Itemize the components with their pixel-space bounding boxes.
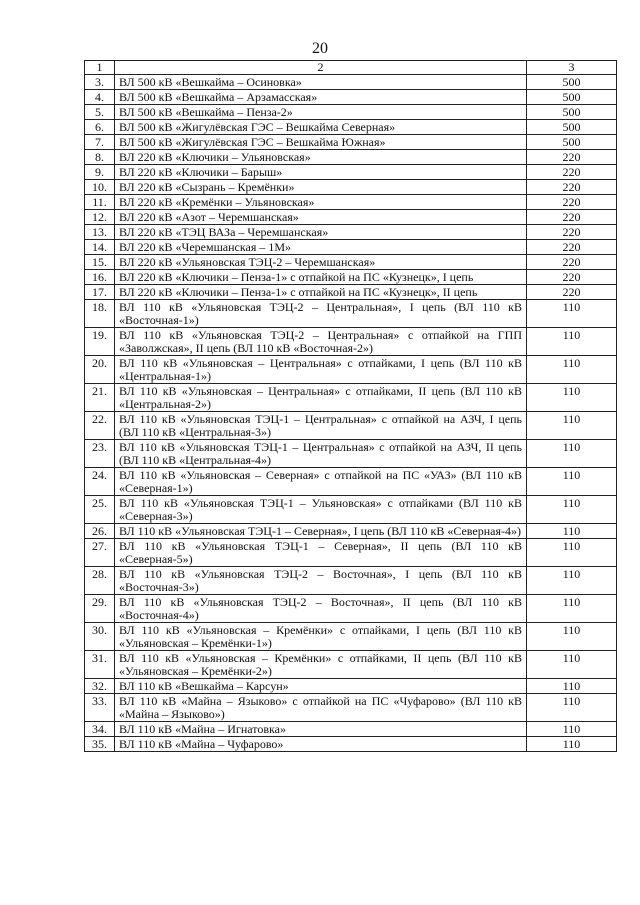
column-header-name: 2	[115, 61, 527, 75]
table-row	[85, 356, 617, 384]
column-header-voltage: 3	[527, 61, 617, 75]
row-number: 23.	[85, 440, 115, 468]
row-number: 12.	[85, 210, 115, 225]
line-name: ВЛ 500 кВ «Вешкайма – Арзамасская»	[115, 90, 527, 105]
row-number: 19.	[85, 328, 115, 356]
line-voltage: 220	[527, 210, 617, 225]
line-voltage: 110	[527, 679, 617, 694]
line-voltage: 500	[527, 105, 617, 120]
table-body	[85, 75, 617, 752]
line-voltage: 110	[527, 468, 617, 496]
row-number: 29.	[85, 595, 115, 623]
table-row	[85, 524, 617, 539]
line-name: ВЛ 110 кВ «Ульяновская – Кремёнки» с отпайками, II цепь (ВЛ 110 кВ «Ульяновская – Кремёнки-2»)	[115, 651, 527, 679]
table-row	[85, 225, 617, 240]
line-name: ВЛ 110 кВ «Ульяновская ТЭЦ-1 – Северная», II цепь (ВЛ 110 кВ «Северная-5»)	[115, 539, 527, 567]
column-header-number: 1	[85, 61, 115, 75]
table-row	[85, 210, 617, 225]
row-number: 3.	[85, 75, 115, 90]
line-voltage: 220	[527, 180, 617, 195]
row-number: 22.	[85, 412, 115, 440]
line-voltage: 110	[527, 524, 617, 539]
page-number: 20	[312, 40, 328, 57]
row-number: 20.	[85, 356, 115, 384]
line-voltage: 220	[527, 270, 617, 285]
table-row	[85, 679, 617, 694]
table-row	[85, 120, 617, 135]
row-number: 27.	[85, 539, 115, 567]
table-row	[85, 567, 617, 595]
row-number: 13.	[85, 225, 115, 240]
line-voltage: 110	[527, 496, 617, 524]
line-voltage: 220	[527, 240, 617, 255]
row-number: 5.	[85, 105, 115, 120]
row-number: 34.	[85, 722, 115, 737]
line-voltage: 110	[527, 300, 617, 328]
row-number: 15.	[85, 255, 115, 270]
row-number: 25.	[85, 496, 115, 524]
row-number: 16.	[85, 270, 115, 285]
row-number: 18.	[85, 300, 115, 328]
table-row	[85, 328, 617, 356]
line-voltage: 500	[527, 120, 617, 135]
line-name: ВЛ 220 кВ «Ключики – Пенза-1» с отпайкой на ПС «Кузнецк», II цепь	[115, 285, 527, 300]
row-number: 9.	[85, 165, 115, 180]
line-name: ВЛ 220 кВ «Черемшанская – 1М»	[115, 240, 527, 255]
line-name: ВЛ 110 кВ «Ульяновская ТЭЦ-2 – Центральная» с отпайкой на ГПП «Заволжская», II цепь (ВЛ 110 кВ «Восточная-2»)	[115, 328, 527, 356]
table-row	[85, 135, 617, 150]
line-name: ВЛ 110 кВ «Ульяновская ТЭЦ-1 – Ульяновская» с отпайками (ВЛ 110 кВ «Северная-3»)	[115, 496, 527, 524]
row-number: 31.	[85, 651, 115, 679]
table-row	[85, 539, 617, 567]
line-voltage: 220	[527, 285, 617, 300]
table-row	[85, 300, 617, 328]
line-name: ВЛ 220 кВ «ТЭЦ ВАЗа – Черемшанская»	[115, 225, 527, 240]
line-name: ВЛ 110 кВ «Ульяновская – Кремёнки» с отпайками, I цепь (ВЛ 110 кВ «Ульяновская – Кремёнки-1»)	[115, 623, 527, 651]
table-row	[85, 412, 617, 440]
row-number: 14.	[85, 240, 115, 255]
row-number: 28.	[85, 567, 115, 595]
line-name: ВЛ 110 кВ «Ульяновская – Северная» с отпайкой на ПС «УАЗ» (ВЛ 110 кВ «Северная-1»)	[115, 468, 527, 496]
row-number: 24.	[85, 468, 115, 496]
line-voltage: 110	[527, 384, 617, 412]
line-voltage: 220	[527, 225, 617, 240]
line-name: ВЛ 110 кВ «Ульяновская – Центральная» с отпайками, I цепь (ВЛ 110 кВ «Центральная-1»)	[115, 356, 527, 384]
line-name: ВЛ 110 кВ «Ульяновская ТЭЦ-1 – Северная», I цепь (ВЛ 110 кВ «Северная-4»)	[115, 524, 527, 539]
line-name: ВЛ 220 кВ «Ключики – Ульяновская»	[115, 150, 527, 165]
table-row	[85, 180, 617, 195]
table-row	[85, 285, 617, 300]
line-voltage: 220	[527, 165, 617, 180]
line-name: ВЛ 220 кВ «Азот – Черемшанская»	[115, 210, 527, 225]
line-voltage: 110	[527, 440, 617, 468]
line-name: ВЛ 220 кВ «Ключики – Пенза-1» с отпайкой на ПС «Кузнецк», I цепь	[115, 270, 527, 285]
table-row	[85, 496, 617, 524]
line-name: ВЛ 110 кВ «Вешкайма – Карсун»	[115, 679, 527, 694]
row-number: 32.	[85, 679, 115, 694]
table-row	[85, 165, 617, 180]
table-row	[85, 150, 617, 165]
table-row	[85, 195, 617, 210]
line-name: ВЛ 110 кВ «Майна – Чуфарово»	[115, 737, 527, 752]
row-number: 7.	[85, 135, 115, 150]
line-voltage: 110	[527, 595, 617, 623]
table-row	[85, 75, 617, 90]
line-name: ВЛ 500 кВ «Жигулёвская ГЭС – Вешкайма Северная»	[115, 120, 527, 135]
line-voltage: 500	[527, 90, 617, 105]
row-number: 11.	[85, 195, 115, 210]
row-number: 4.	[85, 90, 115, 105]
line-voltage: 110	[527, 356, 617, 384]
row-number: 10.	[85, 180, 115, 195]
table-row	[85, 468, 617, 496]
line-name: ВЛ 110 кВ «Ульяновская ТЭЦ-2 – Восточная», II цепь (ВЛ 110 кВ «Восточная-4»)	[115, 595, 527, 623]
line-voltage: 220	[527, 255, 617, 270]
line-name: ВЛ 500 кВ «Вешкайма – Пенза-2»	[115, 105, 527, 120]
line-voltage: 110	[527, 328, 617, 356]
table-row	[85, 90, 617, 105]
table-row	[85, 384, 617, 412]
line-name: ВЛ 110 кВ «Ульяновская – Центральная» с отпайками, II цепь (ВЛ 110 кВ «Центральная-2»)	[115, 384, 527, 412]
line-voltage: 500	[527, 75, 617, 90]
row-number: 6.	[85, 120, 115, 135]
table-row	[85, 440, 617, 468]
table-row	[85, 722, 617, 737]
line-name: ВЛ 220 кВ «Ульяновская ТЭЦ-2 – Черемшанская»	[115, 255, 527, 270]
line-voltage: 110	[527, 651, 617, 679]
table-row	[85, 240, 617, 255]
table-header-row	[85, 61, 617, 75]
line-voltage: 110	[527, 722, 617, 737]
table-row	[85, 255, 617, 270]
line-name: ВЛ 500 кВ «Жигулёвская ГЭС – Вешкайма Южная»	[115, 135, 527, 150]
line-voltage: 500	[527, 135, 617, 150]
row-number: 26.	[85, 524, 115, 539]
line-name: ВЛ 500 кВ «Вешкайма – Осиновка»	[115, 75, 527, 90]
line-name: ВЛ 110 кВ «Майна – Игнатовка»	[115, 722, 527, 737]
line-name: ВЛ 110 кВ «Ульяновская ТЭЦ-1 – Центральная» с отпайкой на АЗЧ, II цепь (ВЛ 110 кВ «Центральная-4»)	[115, 440, 527, 468]
line-voltage: 110	[527, 412, 617, 440]
row-number: 33.	[85, 694, 115, 722]
line-voltage: 110	[527, 623, 617, 651]
table-row	[85, 623, 617, 651]
row-number: 8.	[85, 150, 115, 165]
row-number: 35.	[85, 737, 115, 752]
line-voltage: 220	[527, 195, 617, 210]
row-number: 17.	[85, 285, 115, 300]
line-name: ВЛ 220 кВ «Сызрань – Кремёнки»	[115, 180, 527, 195]
line-name: ВЛ 110 кВ «Ульяновская ТЭЦ-1 – Центральная» с отпайкой на АЗЧ, I цепь (ВЛ 110 кВ «Центральная-3»)	[115, 412, 527, 440]
table-row	[85, 651, 617, 679]
power-lines-table	[84, 60, 617, 752]
line-voltage: 110	[527, 737, 617, 752]
line-name: ВЛ 110 кВ «Майна – Языково» с отпайкой на ПС «Чуфарово» (ВЛ 110 кВ «Майна – Языково»)	[115, 694, 527, 722]
table-row	[85, 737, 617, 752]
line-voltage: 110	[527, 539, 617, 567]
table-row	[85, 694, 617, 722]
row-number: 30.	[85, 623, 115, 651]
line-name: ВЛ 220 кВ «Ключики – Барыш»	[115, 165, 527, 180]
table-row	[85, 105, 617, 120]
line-voltage: 110	[527, 567, 617, 595]
line-name: ВЛ 220 кВ «Кремёнки – Ульяновская»	[115, 195, 527, 210]
line-name: ВЛ 110 кВ «Ульяновская ТЭЦ-2 – Восточная», I цепь (ВЛ 110 кВ «Восточная-3»)	[115, 567, 527, 595]
table-row	[85, 595, 617, 623]
row-number: 21.	[85, 384, 115, 412]
line-voltage: 110	[527, 694, 617, 722]
line-voltage: 220	[527, 150, 617, 165]
line-name: ВЛ 110 кВ «Ульяновская ТЭЦ-2 – Центральная», I цепь (ВЛ 110 кВ «Восточная-1»)	[115, 300, 527, 328]
table-row	[85, 270, 617, 285]
